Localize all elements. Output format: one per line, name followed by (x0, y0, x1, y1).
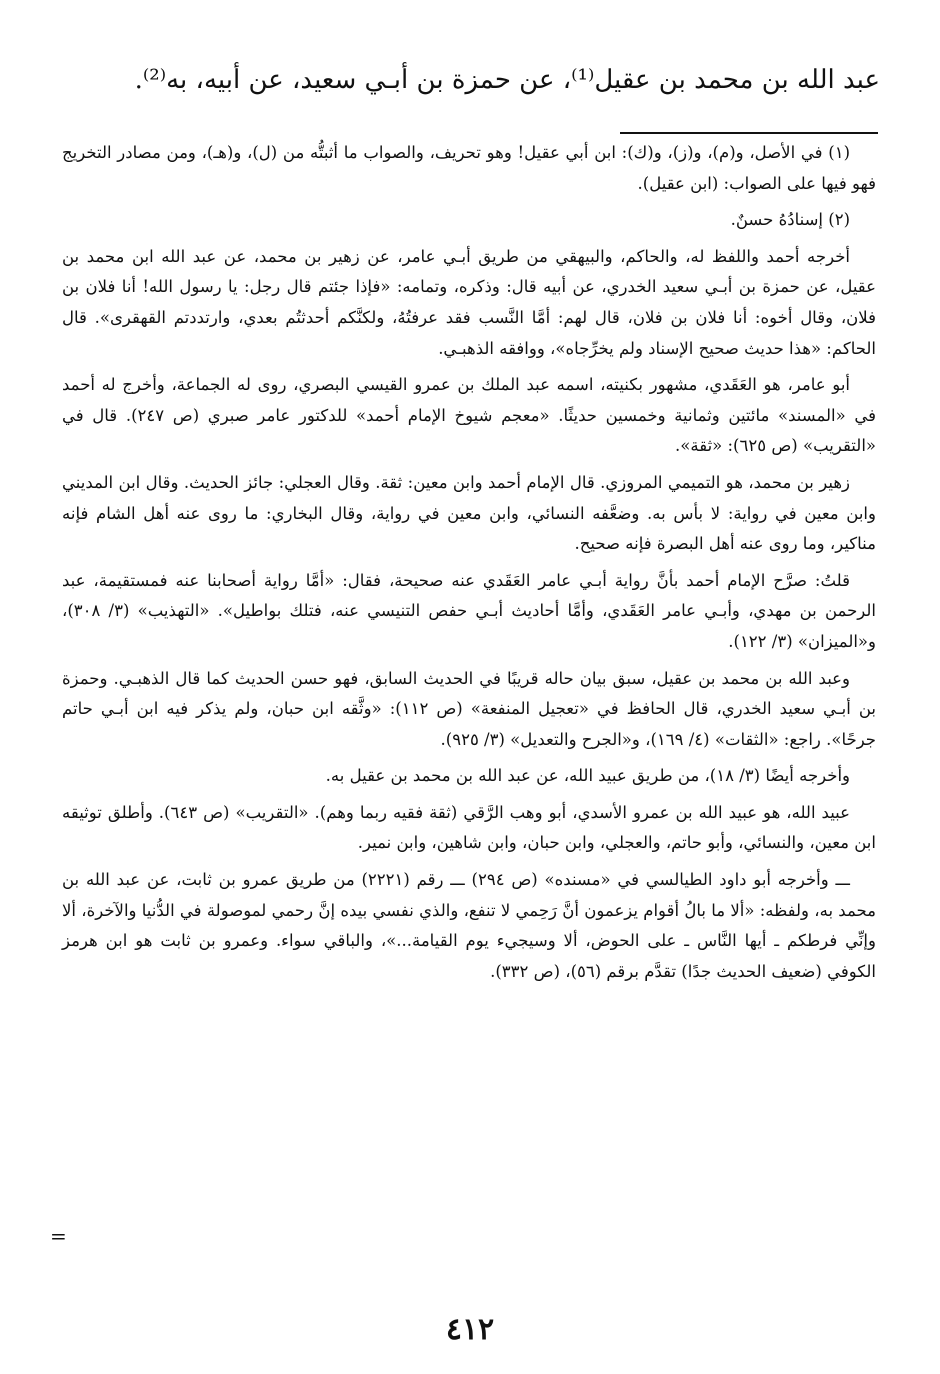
paragraph-takhrij: أخرجه أحمد واللفظ له، والحاكم، والبيهقي من طريق أبـي عامر، عن زهير بن محمد، عن عبد الله ابن محمد بن عقيل، عن حمزة بن أبـي سعيد الخدري، عن أبيه قال: وذكره، وتمامه: «فإذا جئتم قال رجل: يا رسول الله! أنا فلان بن فلان، وقال أخوه: أنا فلان بن فلان، قال لهم: أمَّا النَّسب فقد عرفتُهُ، ولكنَّكم أحدثتُم بعدي، وارتددتم القهقرى». قال الحاكم: «هذا حديث صحيح الإسناد ولم يخرِّجاه»، ووافقه الذهبـي. (62, 246, 876, 358)
footnote-2: (٢) إسنادُهُ حسنٌ. (730, 210, 850, 230)
footnote-1: (١) في الأصل، و(م)، و(ز)، و(ك): ابن أبي عقيل! وهو تحريف، والصواب ما أثبتُّه من (ل)، و(هـ)، ومن مصادر التخريج فهو فيها على الصواب: (ابن عقيل). (62, 143, 876, 193)
paragraph-qultu: قلتُ: صرَّح الإمام أحمد بأنَّ رواية أبـي عامر العَقَدي عنه صحيحة، فقال: «أمَّا رواية أصحابنا عنه فمستقيمة، عبد الرحمن بن مهدي، وأبـي عامر العَقَدي، وأمَّا أحاديث أبـي حفص التنيسي عنه، فتلك بواطيل». «التهذيب» (٣/ ٣٠٨)، و«الميزان» (٣/ ١٢٢). (62, 570, 876, 651)
paragraph-also-narrated: وأخرجه أيضًا (٣/ ١٨)، من طريق عبيد الله، عن عبد الله بن محمد بن عقيل به. (325, 766, 850, 786)
paragraph-ubaidullah: عبيد الله، هو عبيد الله بن عمرو الأسدي، أبو وهب الرَّقي (ثقة فقيه ربما وهم). «التقريب» (ص ٦٤٣). وأطلق توثيقه ابن معين، والنسائي، وأبو حاتم، والعجلي، وابن حبان، وابن شاهين، وابن نمير. (62, 802, 876, 853)
edge-mark: = (50, 1224, 67, 1248)
footnote-separator (620, 132, 878, 134)
paragraph-zuhair: زهير بن محمد، هو التميمي المروزي. قال الإمام أحمد وابن معين: ثقة. وقال العجلي: جائز الحديث. وقال ابن المديني وابن معين في رواية: لا بأس به. وضعَّفه النسائي، وابن معين في رواية، وقال البخاري: ما روى عنه أهل الشام فإنه مناكير، وما روى عنه أهل البصرة فإنه صحيح. (62, 472, 876, 554)
page-number: ٤١٢ (445, 1312, 495, 1347)
paragraph-ibn-aqil: وعبد الله بن محمد بن عقيل، سبق بيان حاله قريبًا في الحديث السابق، فهو حسن الحديث كما قال الذهبـي. وحمزة بن أبـي سعيد الخدري، قال الحافظ في «تعجيل المنفعة» (ص ١١٢): «وثَّقه ابن حبان، ولم يذكر فيه ابن أبـي حاتم جرحًا». راجع: «الثقات» (٤/ ١٦٩)، و«الجرح والتعديل» (٣/ ٩٢٥). (62, 668, 877, 749)
paragraph-abu-amir: أبو عامر، هو العَقَدي، مشهور بكنيته، اسمه عبد الملك بن عمرو القيسي البصري، روى له الجماعة، وأخرج له أحمد في «المسند» مائتين وثمانية وخمسين حديثًا. «معجم شيوخ الإمام أحمد» للدكتور عامر صبري (ص ٢٤٧). قال في «التقريب» (ص ٦٢٥): «ثقة». (62, 375, 876, 456)
main-text-line: عبد الله بن محمد بن عقيل⁽¹⁾، عن حمزة بن أبـي سعيد، عن أبيه، به⁽²⁾. (134, 65, 880, 95)
paragraph-tayalisi: ـــ وأخرجه أبو داود الطيالسي في «مسنده» (ص ٢٩٤) ـــ رقم (٢٢٢١) من طريق عمرو بن ثابت، عن عبد الله بن محمد به، ولفظه: «ألا ما بالُ أقوام يزعمون أنَّ رَحِمي لا تنفع، والذي نفسي بيده إنَّ رحمي لموصولة في الدُّنيا والآخرة، ألا وإنِّي فرطكم ـ أيها النَّاس ـ على الحوض، ألا وسيجيء يوم القيامة...»، والباقي سواء. وعمرو بن ثابت هو ابن هرمز الكوفي (ضعيف الحديث جدًا) تقدَّم برقم (٥٦)، (ص ٣٣٢). (62, 870, 876, 981)
footnotes-section (62, 138, 876, 993)
